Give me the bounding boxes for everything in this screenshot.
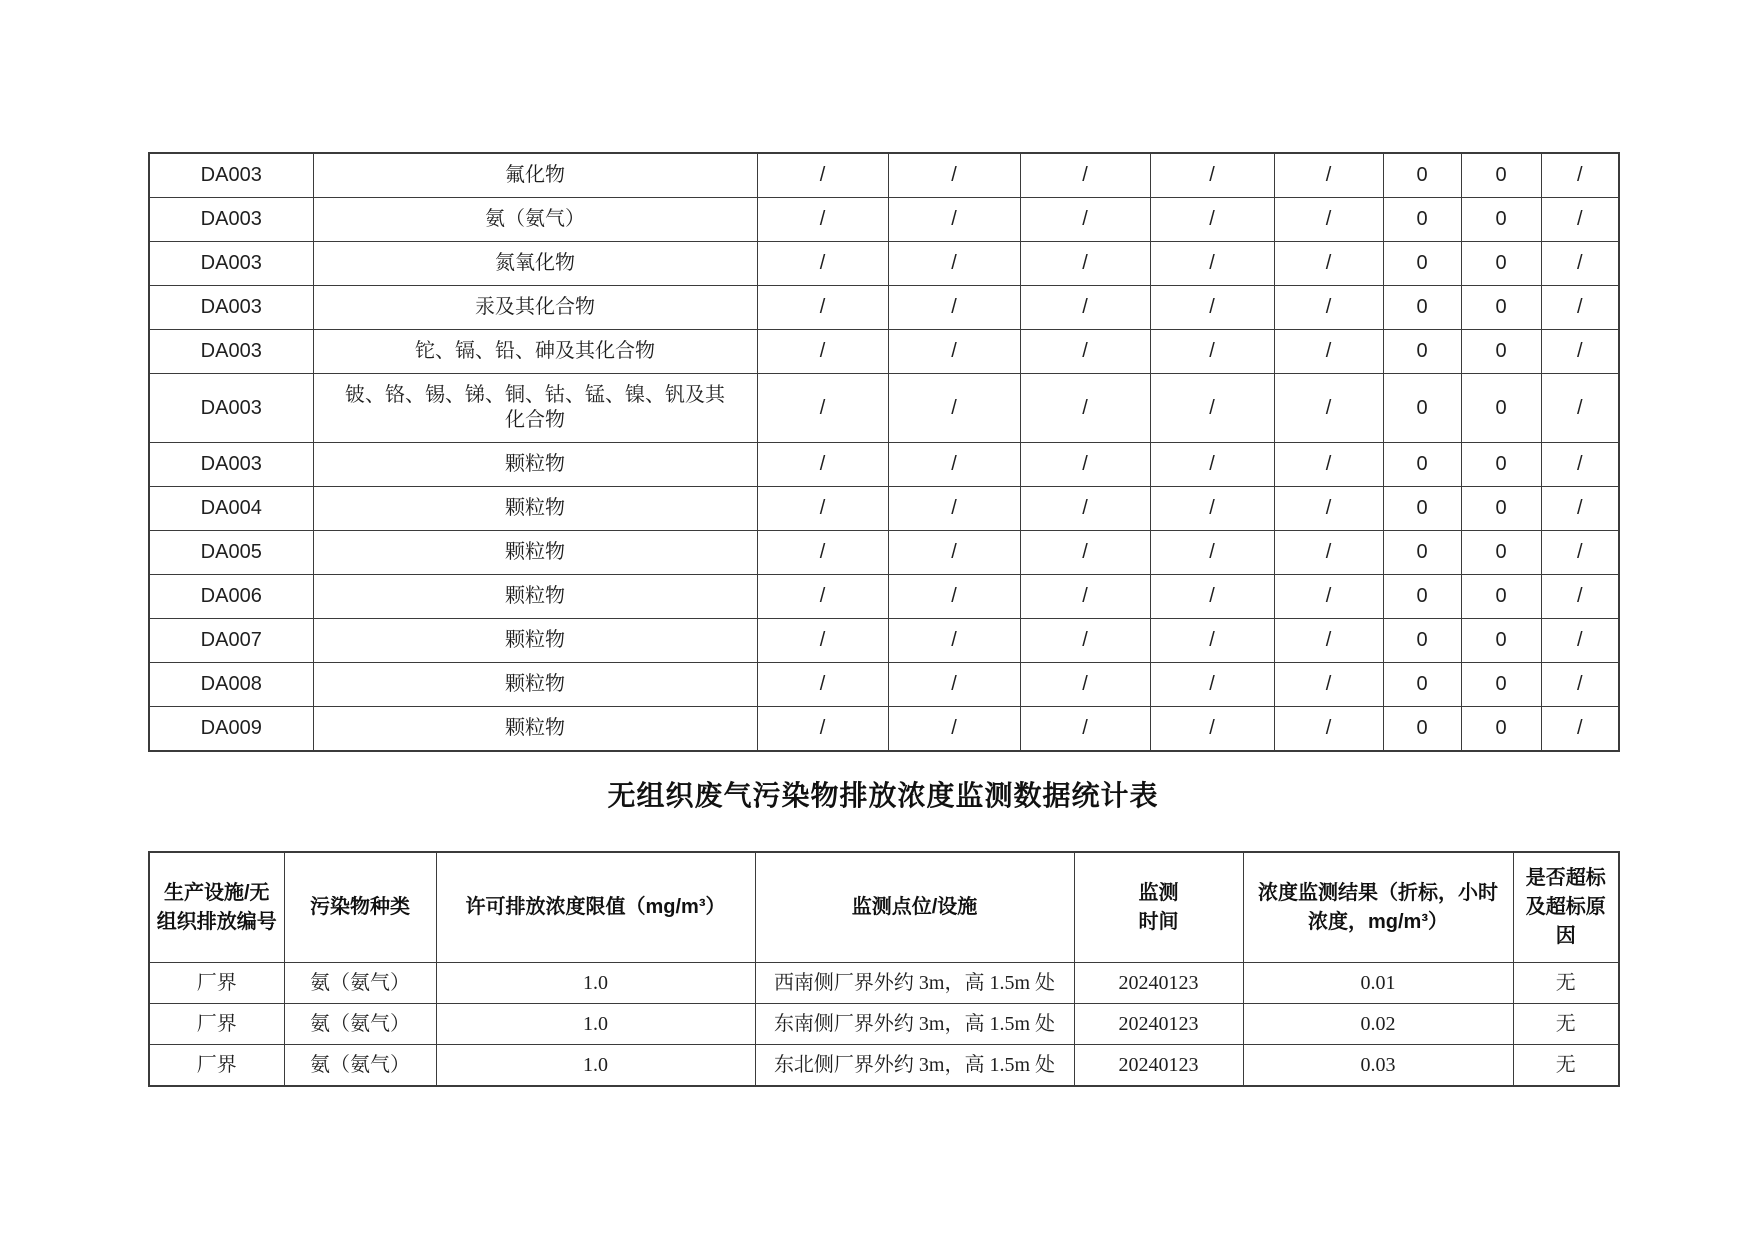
value-cell: / [1541, 663, 1619, 707]
value-cell: / [757, 286, 888, 330]
fugitive-table-header-row [149, 852, 1619, 963]
pollutant-name-cell: 颗粒物 [313, 575, 757, 619]
pollutant-name-cell: 颗粒物 [313, 707, 757, 752]
fugitive-table-head [149, 852, 1619, 963]
value-cell: / [888, 663, 1020, 707]
table-row [149, 487, 1619, 531]
value-cell: / [1541, 242, 1619, 286]
table-row [149, 707, 1619, 752]
outlet-code-cell: DA008 [149, 663, 313, 707]
monitoring-point-cell: 东北侧厂界外约 3m，高 1.5m 处 [755, 1045, 1074, 1087]
value-cell: / [1274, 619, 1383, 663]
column-header-cell: 浓度监测结果（折标，小时浓度，mg/m³） [1243, 852, 1513, 963]
value-cell: / [1541, 707, 1619, 752]
column-header-cell: 监测 时间 [1074, 852, 1243, 963]
value-cell: / [1274, 374, 1383, 443]
facility-cell: 厂界 [149, 1045, 284, 1087]
value-cell: / [1541, 198, 1619, 242]
pollutant-name-cell: 颗粒物 [313, 443, 757, 487]
facility-cell: 厂界 [149, 1004, 284, 1045]
outlet-code-cell: DA003 [149, 153, 313, 198]
result-value-cell: 0.02 [1243, 1004, 1513, 1045]
column-header-cell: 污染物种类 [284, 852, 436, 963]
value-cell: / [1274, 707, 1383, 752]
value-cell: 0 [1383, 531, 1461, 575]
value-cell: / [1541, 330, 1619, 374]
value-cell: / [888, 487, 1020, 531]
value-cell: / [1150, 374, 1274, 443]
pollutant-name-cell: 氟化物 [313, 153, 757, 198]
value-cell: / [888, 707, 1020, 752]
outlet-code-cell: DA003 [149, 242, 313, 286]
value-cell: / [1541, 286, 1619, 330]
outlet-code-cell: DA003 [149, 198, 313, 242]
value-cell: 0 [1383, 663, 1461, 707]
value-cell: / [1020, 330, 1150, 374]
value-cell: / [1274, 575, 1383, 619]
value-cell: 0 [1383, 374, 1461, 443]
value-cell: / [757, 198, 888, 242]
value-cell: / [888, 330, 1020, 374]
value-cell: / [757, 330, 888, 374]
table-row [149, 663, 1619, 707]
pollutant-name-cell: 氮氧化物 [313, 242, 757, 286]
value-cell: 0 [1383, 198, 1461, 242]
value-cell: / [1020, 286, 1150, 330]
value-cell: 0 [1383, 286, 1461, 330]
limit-value-cell: 1.0 [436, 1045, 755, 1087]
column-header-cell: 是否超标及超标原因 [1513, 852, 1619, 963]
table-row [149, 198, 1619, 242]
outlet-code-cell: DA005 [149, 531, 313, 575]
table-row [149, 1004, 1619, 1045]
value-cell: 0 [1461, 374, 1541, 443]
outlet-code-cell: DA003 [149, 374, 313, 443]
outlet-code-cell: DA007 [149, 619, 313, 663]
table-row [149, 1045, 1619, 1087]
value-cell: / [757, 487, 888, 531]
value-cell: / [888, 531, 1020, 575]
value-cell: / [1150, 153, 1274, 198]
table-row [149, 443, 1619, 487]
value-cell: / [1150, 531, 1274, 575]
value-cell: / [1150, 619, 1274, 663]
value-cell: / [1274, 330, 1383, 374]
value-cell: / [1150, 198, 1274, 242]
table-row [149, 963, 1619, 1004]
value-cell: / [1020, 443, 1150, 487]
result-value-cell: 0.01 [1243, 963, 1513, 1004]
exceedance-cell: 无 [1513, 963, 1619, 1004]
fugitive-table-body [149, 963, 1619, 1087]
value-cell: / [888, 619, 1020, 663]
monitoring-date-cell: 20240123 [1074, 1004, 1243, 1045]
fugitive-emission-table [148, 851, 1620, 1087]
value-cell: / [1020, 531, 1150, 575]
value-cell: / [1274, 153, 1383, 198]
outlet-code-cell: DA003 [149, 286, 313, 330]
value-cell: / [888, 286, 1020, 330]
facility-cell: 厂界 [149, 963, 284, 1004]
value-cell: / [1150, 663, 1274, 707]
result-value-cell: 0.03 [1243, 1045, 1513, 1087]
table-row [149, 286, 1619, 330]
table-row [149, 531, 1619, 575]
pollutant-name-cell: 颗粒物 [313, 619, 757, 663]
value-cell: / [1150, 242, 1274, 286]
value-cell: / [1274, 198, 1383, 242]
value-cell: / [757, 242, 888, 286]
value-cell: / [1020, 374, 1150, 443]
value-cell: / [1150, 443, 1274, 487]
value-cell: 0 [1461, 487, 1541, 531]
monitoring-date-cell: 20240123 [1074, 963, 1243, 1004]
pollutant-name-cell: 颗粒物 [313, 663, 757, 707]
table-row [149, 242, 1619, 286]
value-cell: / [1150, 330, 1274, 374]
value-cell: 0 [1461, 575, 1541, 619]
value-cell: / [1274, 487, 1383, 531]
pollutant-name-cell: 铊、镉、铅、砷及其化合物 [313, 330, 757, 374]
value-cell: 0 [1461, 286, 1541, 330]
value-cell: / [1541, 374, 1619, 443]
value-cell: / [757, 374, 888, 443]
value-cell: 0 [1461, 443, 1541, 487]
limit-value-cell: 1.0 [436, 963, 755, 1004]
value-cell: 0 [1461, 330, 1541, 374]
pollutant-type-cell: 氨（氨气） [284, 1004, 436, 1045]
organized-emission-table [148, 152, 1620, 752]
value-cell: / [1150, 487, 1274, 531]
value-cell: / [1274, 242, 1383, 286]
value-cell: 0 [1383, 242, 1461, 286]
pollutant-name-cell: 颗粒物 [313, 531, 757, 575]
value-cell: 0 [1461, 619, 1541, 663]
outlet-code-cell: DA009 [149, 707, 313, 752]
table-row [149, 374, 1619, 443]
value-cell: / [1020, 663, 1150, 707]
value-cell: / [1020, 707, 1150, 752]
value-cell: / [888, 153, 1020, 198]
page-title: 无组织废气污染物排放浓度监测数据统计表 [607, 780, 1159, 811]
value-cell: 0 [1383, 707, 1461, 752]
value-cell: / [1541, 531, 1619, 575]
value-cell: / [1020, 153, 1150, 198]
table-row [149, 619, 1619, 663]
value-cell: / [1541, 487, 1619, 531]
value-cell: / [757, 531, 888, 575]
value-cell: / [1150, 707, 1274, 752]
value-cell: / [1020, 198, 1150, 242]
value-cell: 0 [1383, 330, 1461, 374]
value-cell: 0 [1461, 707, 1541, 752]
column-header-cell: 监测点位/设施 [755, 852, 1074, 963]
pollutant-name-cell: 氨（氨气） [313, 198, 757, 242]
value-cell: 0 [1383, 575, 1461, 619]
value-cell: / [1274, 531, 1383, 575]
value-cell: / [757, 575, 888, 619]
exceedance-cell: 无 [1513, 1045, 1619, 1087]
value-cell: 0 [1383, 487, 1461, 531]
table-row [149, 153, 1619, 198]
value-cell: / [1541, 575, 1619, 619]
pollutant-name-cell: 汞及其化合物 [313, 286, 757, 330]
exceedance-cell: 无 [1513, 1004, 1619, 1045]
organized-table-body [149, 153, 1619, 751]
value-cell: / [1274, 443, 1383, 487]
value-cell: / [757, 153, 888, 198]
value-cell: / [1020, 242, 1150, 286]
value-cell: 0 [1461, 663, 1541, 707]
monitoring-date-cell: 20240123 [1074, 1045, 1243, 1087]
value-cell: 0 [1383, 153, 1461, 198]
value-cell: / [757, 443, 888, 487]
table-row [149, 330, 1619, 374]
value-cell: / [888, 198, 1020, 242]
value-cell: / [1274, 663, 1383, 707]
pollutant-type-cell: 氨（氨气） [284, 1045, 436, 1087]
value-cell: / [888, 242, 1020, 286]
table-row [149, 575, 1619, 619]
value-cell: / [1274, 286, 1383, 330]
column-header-cell: 生产设施/无组织排放编号 [149, 852, 284, 963]
value-cell: 0 [1461, 531, 1541, 575]
outlet-code-cell: DA003 [149, 330, 313, 374]
monitoring-point-cell: 东南侧厂界外约 3m，高 1.5m 处 [755, 1004, 1074, 1045]
outlet-code-cell: DA006 [149, 575, 313, 619]
outlet-code-cell: DA003 [149, 443, 313, 487]
value-cell: 0 [1383, 443, 1461, 487]
value-cell: / [1020, 487, 1150, 531]
monitoring-point-cell: 西南侧厂界外约 3m，高 1.5m 处 [755, 963, 1074, 1004]
value-cell: / [1541, 619, 1619, 663]
value-cell: / [888, 374, 1020, 443]
column-header-cell: 许可排放浓度限值（mg/m³） [436, 852, 755, 963]
pollutant-name-cell: 颗粒物 [313, 487, 757, 531]
value-cell: / [1020, 619, 1150, 663]
pollutant-name-cell: 铍、铬、锡、锑、铜、钴、锰、镍、钒及其化合物 [313, 374, 757, 443]
pollutant-type-cell: 氨（氨气） [284, 963, 436, 1004]
limit-value-cell: 1.0 [436, 1004, 755, 1045]
value-cell: 0 [1461, 153, 1541, 198]
value-cell: 0 [1461, 198, 1541, 242]
value-cell: / [1150, 575, 1274, 619]
value-cell: / [1020, 575, 1150, 619]
value-cell: / [1541, 443, 1619, 487]
value-cell: 0 [1383, 619, 1461, 663]
value-cell: / [757, 707, 888, 752]
value-cell: / [1150, 286, 1274, 330]
value-cell: / [888, 575, 1020, 619]
value-cell: / [757, 663, 888, 707]
page-content [148, 152, 1618, 1087]
value-cell: / [1541, 153, 1619, 198]
value-cell: / [888, 443, 1020, 487]
outlet-code-cell: DA004 [149, 487, 313, 531]
value-cell: 0 [1461, 242, 1541, 286]
value-cell: / [757, 619, 888, 663]
